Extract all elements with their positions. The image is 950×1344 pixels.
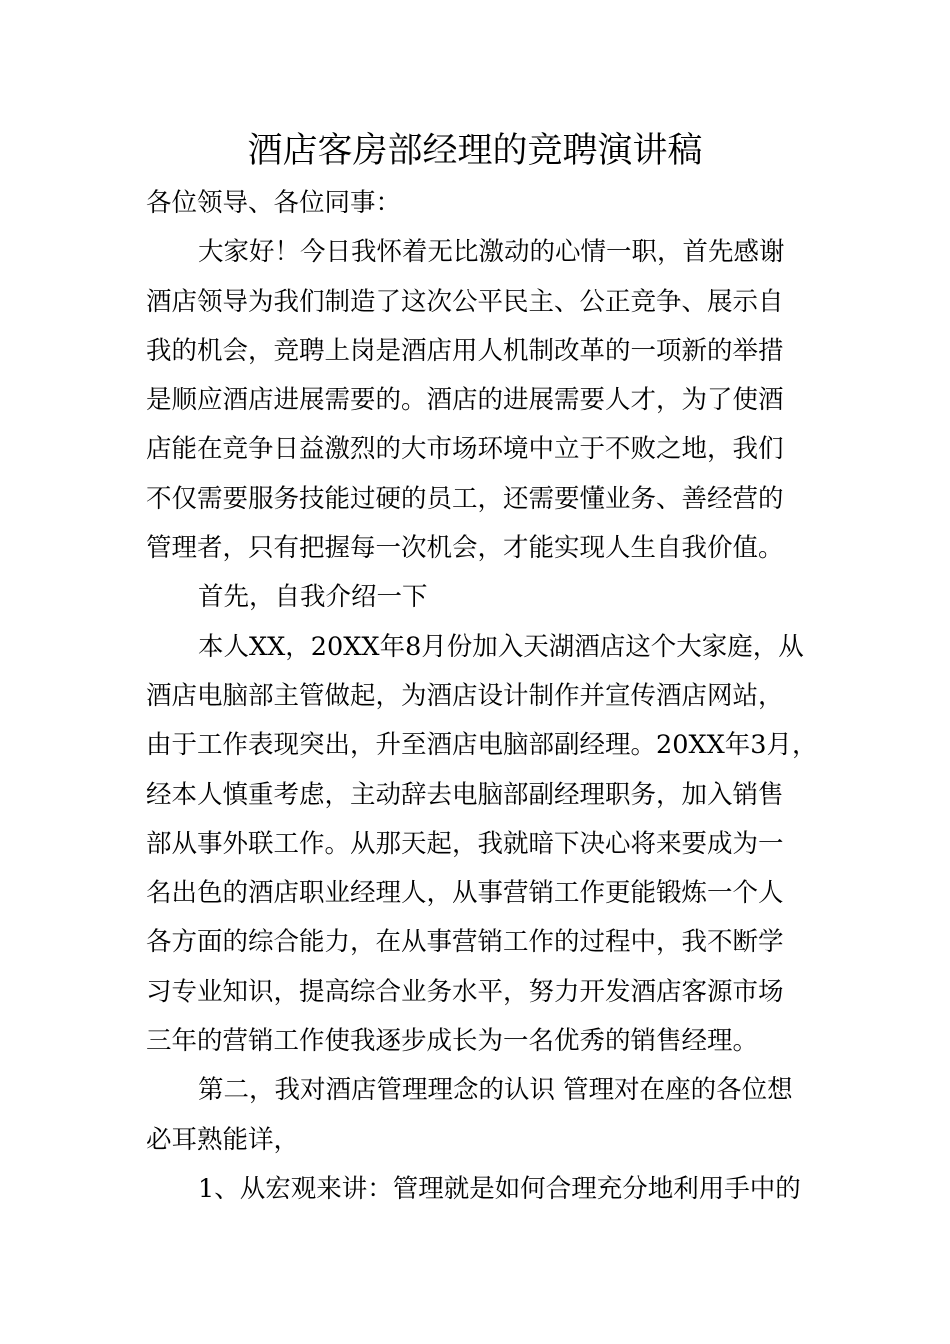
text-line: 管理者，只有把握每一次机会，才能实现人生自我价值。 (146, 533, 784, 564)
text-line: 是顺应酒店进展需要的。酒店的进展需要人才，为了使酒 (146, 385, 784, 416)
text-line: 酒店领导为我们制造了这次公平民主、公正竞争、展示自 (146, 286, 784, 317)
text-line: 各方面的综合能力，在从事营销工作的过程中，我不断学 (146, 927, 784, 958)
text-line: 经本人慎重考虑，主动辞去电脑部副经理职务，加入销售 (146, 779, 784, 810)
text-line: 大家好！今日我怀着无比激动的心情一职，首先感谢 (198, 237, 785, 268)
text-line: 店能在竞争日益激烈的大市场环境中立于不败之地，我们 (146, 434, 784, 465)
text-line: 首先，自我介绍一下 (198, 582, 428, 613)
document-title: 酒店客房部经理的竞聘演讲稿 (247, 131, 703, 171)
text-line: 各位领导、各位同事： (146, 188, 402, 218)
text-line: 1、从宏观来讲：管理就是如何合理充分地利用手中的 (198, 1173, 801, 1204)
text-line: 本人XX，20XX年8月份加入天湖酒店这个大家庭，从 (198, 631, 804, 662)
text-line: 由于工作表现突出，升至酒店电脑部副经理。20XX年3月， (146, 730, 818, 761)
text-line: 习专业知识，提高综合业务水平，努力开发酒店客源市场 (146, 976, 784, 1007)
document-body (146, 179, 818, 1214)
text-line: 我的机会，竞聘上岗是酒店用人机制改革的一项新的举措 (146, 335, 784, 366)
text-line: 部从事外联工作。从那天起，我就暗下决心将来要成为一 (146, 828, 784, 859)
text-line: 名出色的酒店职业经理人，从事营销工作更能锻炼一个人 (146, 878, 784, 909)
text-line: 不仅需要服务技能过硬的员工，还需要懂业务、善经营的 (146, 483, 784, 514)
text-line: 酒店电脑部主管做起，为酒店设计制作并宣传酒店网站， (146, 680, 784, 711)
text-line: 三年的营销工作使我逐步成长为一名优秀的销售经理。 (146, 1026, 759, 1057)
text-line: 必耳熟能详， (146, 1124, 300, 1155)
text-line: 第二，我对酒店管理理念的认识 管理对在座的各位想 (198, 1075, 793, 1106)
